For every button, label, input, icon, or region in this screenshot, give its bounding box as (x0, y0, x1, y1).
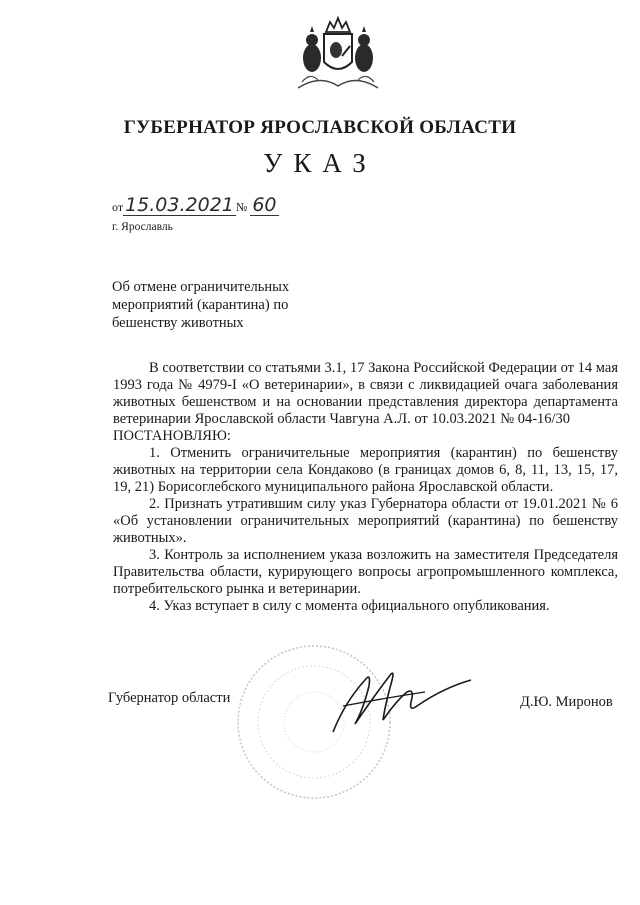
date-number-line (112, 195, 279, 216)
document-type: УКАЗ (263, 148, 377, 178)
item-2: 2. Признать утратившим силу указ Губернатора области от 19.01.2021 № 6 «Об установлении ограничительных мероприятий (карантина) по бешенству животных». (113, 496, 618, 546)
intro-paragraph: В соответствии со статьями 3.1, 17 Закона Российской Федерации от 14 мая 1993 года № 4979-I «О ветеринарии», в связи с ликвидацией очага заболевания животных бешенством и на основании представления директора департамента ветеринарии Ярославской области Чавгуна А.Л. от 10.03.2021 № 04-16/30 (113, 360, 618, 427)
city: г. Ярославль (112, 221, 173, 233)
signatory-title: Губернатор области (108, 690, 231, 706)
document-body (113, 360, 618, 615)
signatory-name: Д.Ю. Миронов (520, 694, 613, 710)
date-value: 15.03.2021 (125, 194, 234, 216)
coat-of-arms-icon (290, 10, 386, 106)
document-subject: Об отмене ограничительных мероприятий (карантина) по бешенству животных (112, 279, 290, 331)
date-prefix: от (112, 200, 124, 214)
handwritten-signature-icon (325, 662, 475, 737)
number-value: 60 (252, 194, 277, 216)
item-4: 4. Указ вступает в силу с момента официального опубликования. (149, 598, 550, 614)
decree-word: ПОСТАНОВЛЯЮ: (113, 428, 231, 444)
number-prefix: № (235, 200, 248, 214)
item-1: 1. Отменить ограничительные мероприятия (карантин) по бешенству животных на территории села Кондаково (в границах домов 6, 8, 11, 13, 15, 17, 19, 21) Борисоглебского муниципального района Ярославской области. (113, 445, 618, 495)
item-3: 3. Контроль за исполнением указа возложить на заместителя Председателя Правительства области, курирующего вопросы агропромышленного комплекса, потребительского рынка и ветеринарии. (113, 547, 618, 597)
issuing-authority: ГУБЕРНАТОР ЯРОСЛАВСКОЙ ОБЛАСТИ (123, 117, 517, 138)
